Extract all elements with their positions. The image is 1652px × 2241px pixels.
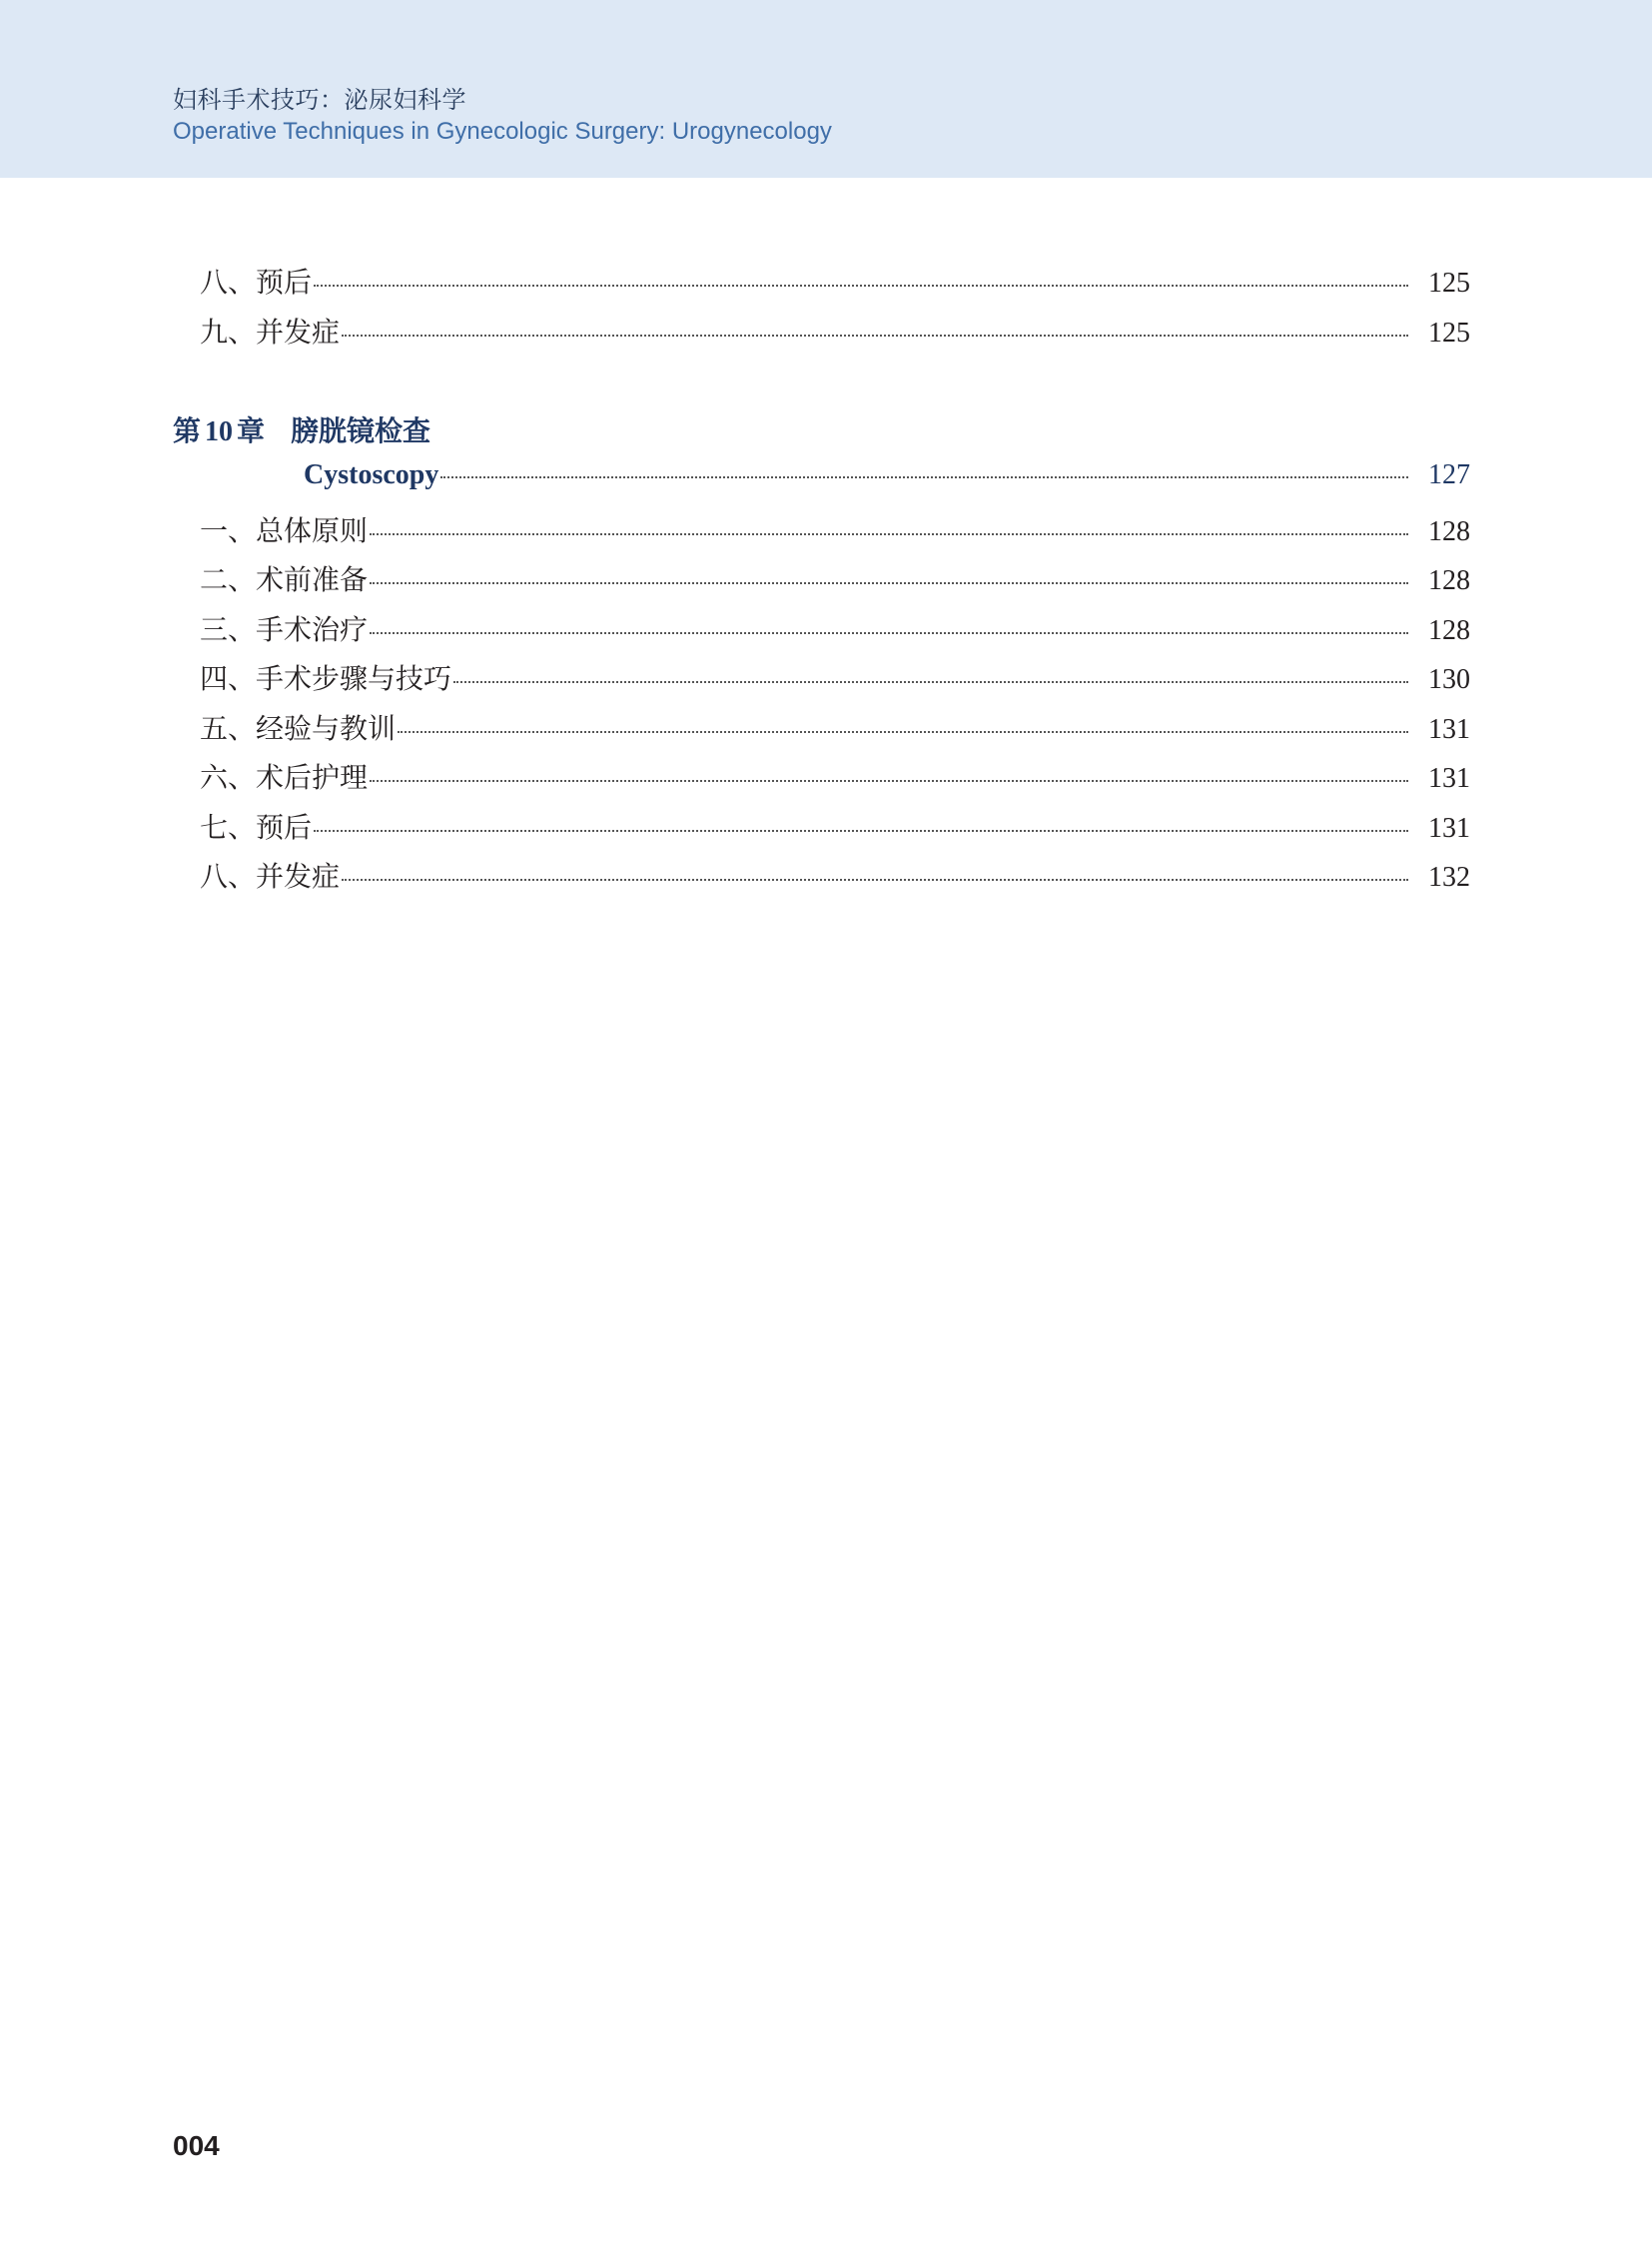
dot-leader bbox=[370, 780, 1408, 782]
toc-entry-label: 三、手术治疗 bbox=[200, 613, 369, 646]
toc-entry[interactable] bbox=[200, 707, 1470, 747]
toc-entry-page: 128 bbox=[1428, 516, 1470, 547]
chapter-page: 127 bbox=[1428, 459, 1470, 490]
dot-leader bbox=[370, 533, 1408, 535]
chapter-number: 10 bbox=[205, 416, 234, 447]
toc-entry[interactable] bbox=[200, 806, 1470, 846]
toc-entry[interactable] bbox=[200, 608, 1470, 648]
toc-entry-page: 128 bbox=[1428, 615, 1470, 646]
toc-entry-label: 八、并发症 bbox=[200, 860, 341, 893]
dot-leader bbox=[314, 830, 1408, 832]
toc-entry-label: 一、总体原则 bbox=[200, 514, 369, 547]
toc-entry-page: 125 bbox=[1428, 268, 1470, 299]
toc-entry-page: 125 bbox=[1428, 318, 1470, 349]
dot-leader bbox=[398, 731, 1408, 733]
chapter-title-chinese: 膀胱镜检查 bbox=[291, 414, 431, 447]
toc-entry-page: 132 bbox=[1428, 862, 1470, 893]
chapter-suffix: 章 bbox=[237, 414, 266, 447]
chapter-heading[interactable] bbox=[173, 409, 430, 449]
dot-leader bbox=[314, 285, 1408, 287]
toc-entry[interactable] bbox=[200, 311, 1470, 351]
toc-entry[interactable] bbox=[200, 509, 1470, 549]
running-header bbox=[0, 0, 1652, 178]
toc-entry-label: 九、并发症 bbox=[200, 316, 341, 349]
folio-page-number: 004 bbox=[173, 2130, 220, 2161]
toc-entry-label: 六、术后护理 bbox=[200, 761, 369, 794]
chapter-prefix: 第 bbox=[173, 414, 202, 447]
chapter-title-english: Cystoscopy bbox=[304, 459, 439, 490]
toc-entry-page: 131 bbox=[1428, 763, 1470, 794]
toc-entry[interactable] bbox=[200, 855, 1470, 895]
dot-leader bbox=[370, 582, 1408, 584]
dot-leader bbox=[370, 632, 1408, 634]
toc-entry-page: 131 bbox=[1428, 813, 1470, 844]
toc-entry-page: 128 bbox=[1428, 565, 1470, 596]
book-title-english: Operative Techniques in Gynecologic Surgery: Urogynecology bbox=[173, 118, 832, 145]
toc-entry-label: 二、术前准备 bbox=[200, 563, 369, 596]
book-title-chinese: 妇科手术技巧：泌尿妇科学 bbox=[173, 86, 466, 114]
dot-leader bbox=[440, 476, 1408, 478]
toc-entry-page: 131 bbox=[1428, 714, 1470, 745]
toc-entry-label: 四、手术步骤与技巧 bbox=[200, 662, 452, 695]
toc-entry-page: 130 bbox=[1428, 664, 1470, 695]
dot-leader bbox=[342, 335, 1408, 337]
toc-entry[interactable] bbox=[200, 261, 1470, 301]
chapter-title-entry[interactable] bbox=[304, 459, 1470, 499]
toc-entry[interactable] bbox=[200, 558, 1470, 598]
toc-entry-label: 七、预后 bbox=[200, 811, 313, 844]
dot-leader bbox=[453, 681, 1408, 683]
toc-entry-label: 八、预后 bbox=[200, 266, 313, 299]
toc-entry[interactable] bbox=[200, 657, 1470, 697]
toc-entry-label: 五、经验与教训 bbox=[200, 712, 397, 745]
toc-entry[interactable] bbox=[200, 756, 1470, 796]
dot-leader bbox=[342, 879, 1408, 881]
